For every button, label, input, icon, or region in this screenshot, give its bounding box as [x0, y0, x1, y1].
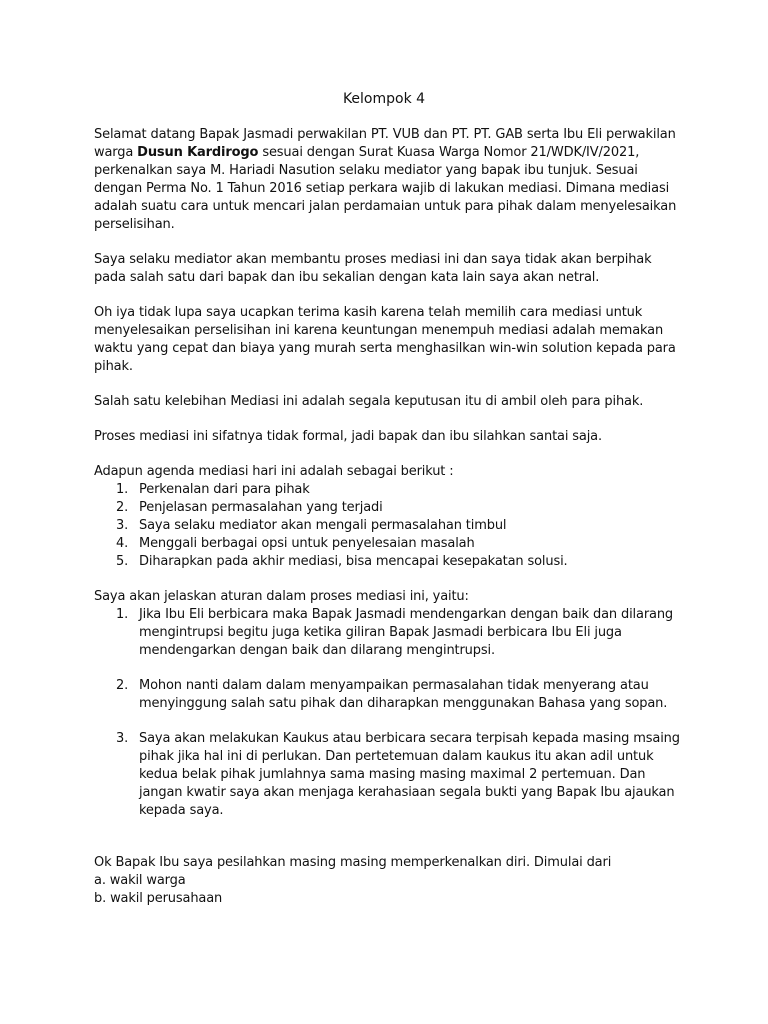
rule-item-text: Saya akan melakukan Kaukus atau berbicara secara terpisah kepada masing msaing pihak jika hal ini di perlukan. Dan pertetemuan dalam kaukus itu akan adil untuk kedua belak pihak jumlahnya sama masing masing maximal 2 pertemuan. Dan jangan kwatir saya akan menjaga kerahasiaan segala bukti yang Bapak Ibu ajaukan kepada saya.	[139, 731, 680, 818]
agenda-item-number: 5.	[116, 554, 129, 569]
rule-item-text: Mohon nanti dalam dalam menyampaikan permasalahan tidak menyerang atau menyinggung salah satu pihak dan diharapkan menggunakan Bahasa yang sopan.	[139, 678, 668, 711]
agenda-item	[94, 517, 684, 535]
intro-paragraph	[94, 126, 684, 234]
agenda-item-number: 3.	[116, 518, 129, 533]
document-body	[94, 126, 684, 908]
paragraph-neutral: Saya selaku mediator akan membantu proses mediasi ini dan saya tidak akan berpihak pada salah satu dari bapak dan ibu sekalian dengan kata lain saya akan netral.	[94, 252, 652, 285]
agenda-item	[94, 481, 684, 499]
rule-item-number: 2.	[116, 678, 129, 693]
document-title: Kelompok 4	[342, 91, 426, 107]
agenda-item-text: Menggali berbagai opsi untuk penyelesaian masalah	[139, 536, 475, 551]
agenda-item-text: Diharapkan pada akhir mediasi, bisa mencapai kesepakatan solusi.	[139, 554, 568, 569]
agenda-item-text: Perkenalan dari para pihak	[139, 482, 310, 497]
agenda-list	[94, 481, 684, 571]
rule-item-number: 1.	[116, 607, 129, 622]
agenda-item	[94, 499, 684, 517]
closing-option-a: a. wakil warga	[94, 873, 186, 888]
agenda-item-text: Penjelasan permasalahan yang terjadi	[139, 500, 383, 515]
rule-item-number: 3.	[116, 731, 129, 746]
intro-text-before: Selamat datang Bapak Jasmadi perwakilan PT. VUB dan PT. PT. GAB serta Ibu Eli perwakilan warga	[94, 127, 676, 160]
paragraph-informal: Proses mediasi ini sifatnya tidak formal, jadi bapak dan ibu silahkan santai saja.	[94, 429, 602, 444]
agenda-item-number: 2.	[116, 500, 129, 515]
intro-text-bold: Dusun Kardirogo	[137, 145, 259, 160]
rule-item-text: Jika Ibu Eli berbicara maka Bapak Jasmadi mendengarkan dengan baik dan dilarang mengintrupsi begitu juga ketika giliran Bapak Jasmadi berbicara Ibu Eli juga mendengarkan dengan baik dan dilarang mengintrupsi.	[139, 607, 674, 658]
agenda-heading: Adapun agenda mediasi hari ini adalah sebagai berikut :	[94, 464, 454, 479]
closing-option-b: b. wakil perusahaan	[94, 891, 223, 906]
agenda-item-text: Saya selaku mediator akan mengali permasalahan timbul	[139, 518, 507, 533]
rule-item	[94, 606, 684, 660]
agenda-item-number: 1.	[116, 482, 129, 497]
paragraph-advantage: Salah satu kelebihan Mediasi ini adalah segala keputusan itu di ambil oleh para pihak.	[94, 394, 644, 409]
intro-text-after: sesuai dengan Surat Kuasa Warga Nomor 21/WDK/IV/2021, perkenalkan saya M. Hariadi Nasution selaku mediator yang bapak ibu tunjuk. Sesuai dengan Perma No. 1 Tahun 2016 setiap perkara wajib di lakukan mediasi. Dimana mediasi adalah suatu cara untuk mencari jalan perdamaian untuk para pihak dalam menyelesaikan perselisihan.	[94, 145, 677, 232]
rule-item	[94, 677, 684, 713]
paragraph-thanks: Oh iya tidak lupa saya ucapkan terima kasih karena telah memilih cara mediasi untuk menyelesaikan perselisihan ini karena keuntungan menempuh mediasi adalah memakan waktu yang cepat dan biaya yang murah serta menghasilkan win-win solution kepada para pihak.	[94, 305, 676, 374]
agenda-item-number: 4.	[116, 536, 129, 551]
rules-list	[94, 606, 684, 820]
closing-line: Ok Bapak Ibu saya pesilahkan masing masing memperkenalkan diri. Dimulai dari	[94, 855, 612, 870]
agenda-item	[94, 535, 684, 553]
agenda-item	[94, 553, 684, 571]
rules-heading: Saya akan jelaskan aturan dalam proses mediasi ini, yaitu:	[94, 589, 469, 604]
rule-item	[94, 730, 684, 820]
